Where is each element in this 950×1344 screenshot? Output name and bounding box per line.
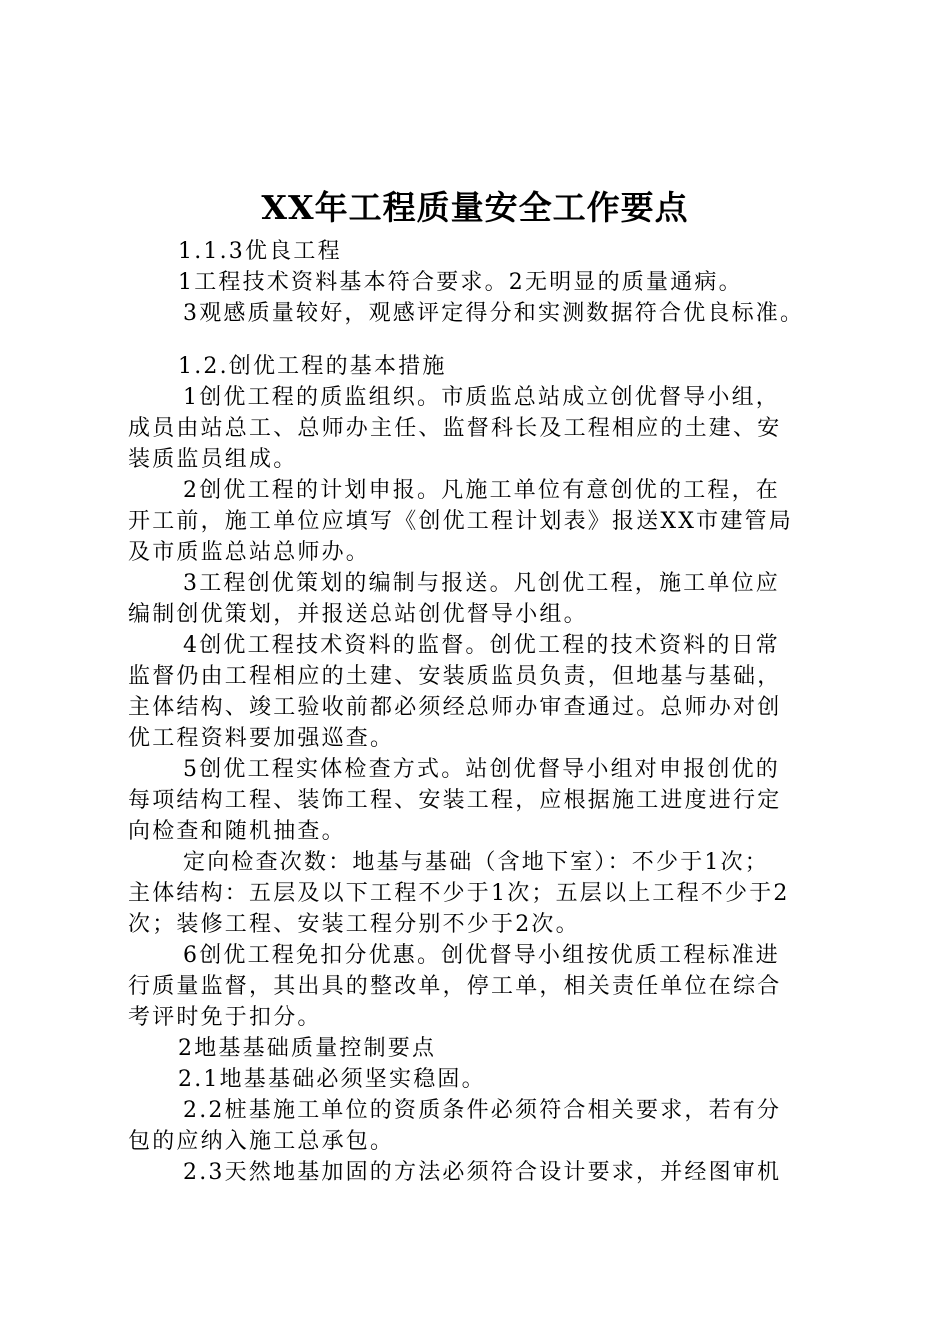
document-title: XX年工程质量安全工作要点 [261, 188, 689, 227]
paragraph-line: 监督仍由工程相应的土建、安装质监员负责，但地基与基础， [128, 664, 782, 689]
paragraph-line: 1创优工程的质监组织。市质监总站成立创优督导小组， [183, 385, 780, 410]
paragraph-line: 主体结构、竣工验收前都必须经总师办审查通过。总师办对创 [128, 695, 782, 720]
paragraph-line: 包的应纳入施工总承包。 [128, 1129, 395, 1154]
paragraph-line: 每项结构工程、装饰工程、安装工程，应根据施工进度进行定 [128, 788, 782, 813]
paragraph-line: 成员由站总工、总师办主任、监督科长及工程相应的土建、安 [128, 416, 782, 441]
paragraph-line: 2.1地基基础必须坚实稳固。 [178, 1067, 486, 1092]
paragraph-line: 5创优工程实体检查方式。站创优督导小组对申报创优的 [183, 757, 780, 782]
section-heading: 1.2.创优工程的基本措施 [178, 354, 447, 379]
paragraph-line: 考评时免于扣分。 [128, 1005, 322, 1030]
paragraph-line: 2.2桩基施工单位的资质条件必须符合相关要求，若有分 [183, 1098, 782, 1123]
paragraph-line: 开工前，施工单位应填写《创优工程计划表》报送XX市建管局 [128, 509, 793, 534]
paragraph-line: 定向检查次数：地基与基础（含地下室）：不少于1次； [183, 850, 769, 875]
paragraph-line: 6创优工程免扣分优惠。创优督导小组按优质工程标准进 [183, 943, 780, 968]
paragraph-line: 装质监员组成。 [128, 447, 298, 472]
paragraph-line: 向检查和随机抽查。 [128, 819, 346, 844]
section-heading: 1.1.3优良工程 [178, 239, 342, 264]
paragraph-line: 1工程技术资料基本符合要求。2无明显的质量通病。 [178, 270, 743, 295]
paragraph-gap [128, 329, 833, 351]
paragraph-line: 编制创优策划，并报送总站创优督导小组。 [128, 602, 588, 627]
paragraph-line: 3观感质量较好，观感评定得分和实测数据符合优良标准。 [183, 301, 805, 326]
paragraph-line: 行质量监督，其出具的整改单，停工单，相关责任单位在综合 [128, 974, 782, 999]
paragraph-line: 3工程创优策划的编制与报送。凡创优工程，施工单位应 [183, 571, 780, 596]
paragraph-line: 次；装修工程、安装工程分别不少于2次。 [128, 912, 580, 937]
paragraph-line: 及市质监总站总师办。 [128, 540, 371, 565]
paragraph-line: 优工程资料要加强巡查。 [128, 726, 395, 751]
section-heading: 2地基基础质量控制要点 [178, 1036, 437, 1061]
paragraph-line: 2创优工程的计划申报。凡施工单位有意创优的工程，在 [183, 478, 780, 503]
paragraph-line: 主体结构：五层及以下工程不少于1次；五层以上工程不少于2 [128, 881, 790, 906]
document-body [128, 236, 833, 1188]
paragraph-line: 4创优工程技术资料的监督。创优工程的技术资料的日常 [183, 633, 780, 658]
paragraph-line: 2.3天然地基加固的方法必须符合设计要求，并经图审机 [183, 1160, 782, 1185]
